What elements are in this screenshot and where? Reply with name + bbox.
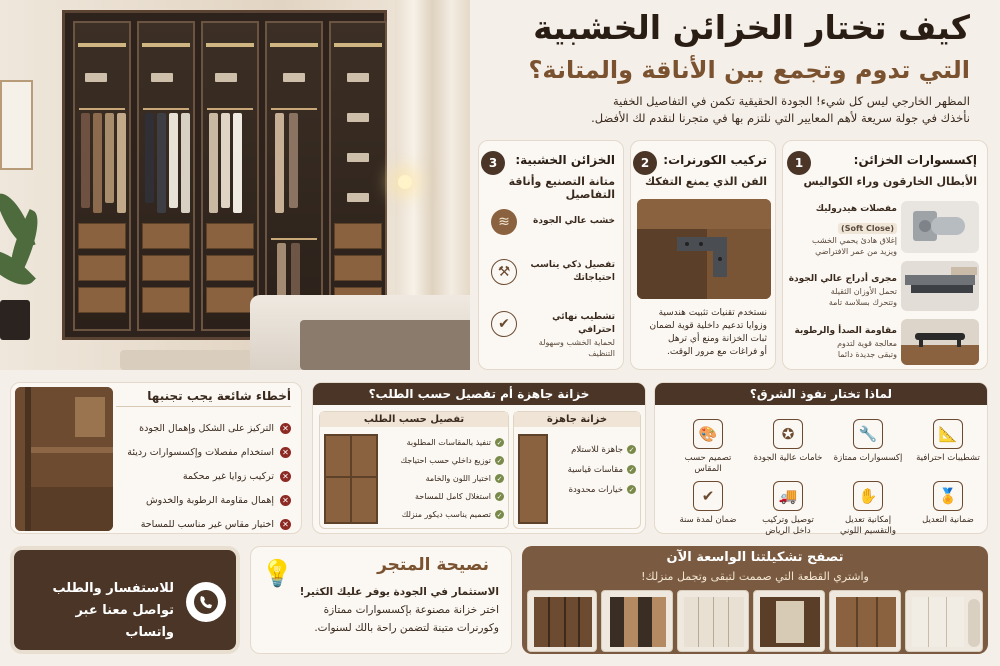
mistakes-title: أخطاء شائعة يجب تجنبها [116, 389, 291, 407]
ready-title: خزانة جاهزة [514, 412, 640, 427]
ready-item: ✓جاهزة للاستلام [571, 445, 635, 455]
check-icon: ✓ [496, 474, 503, 483]
card-subtitle: متانة التصنيع وأناقة التفاصيل [508, 175, 615, 201]
custom-column [319, 411, 509, 529]
step-badge: 2 [633, 151, 657, 175]
accessory-desc: معالجة قوية لتدوم [837, 339, 897, 348]
card-subtitle: الفن الذي يمنع التفكك [645, 175, 767, 188]
wall-art [0, 80, 33, 170]
browse-title: تصفح تشكيلتنا الواسعة الآن [666, 550, 844, 565]
corner-desc: ثبات الخزانة ومنع أي ترهل [668, 334, 767, 344]
wood-feature: احتياجاتك [573, 273, 615, 283]
mistakes-panel [10, 382, 302, 534]
ready-wardrobe-photo [518, 434, 548, 524]
card-wood [478, 140, 624, 370]
intro-text [470, 93, 970, 127]
check-icon: ✓ [496, 438, 503, 447]
check-icon: ✓ [496, 510, 503, 519]
tip-line: الاستثمار في الجودة يوفر عليك الكثير! [299, 586, 499, 598]
wood-feature: تفصيل ذكي يناسب [530, 260, 615, 270]
wood-feature: تشطيب نهائي احترافي [552, 312, 615, 335]
custom-item: ✓تنفيذ بالمقاسات المطلوبة [406, 438, 503, 447]
x-icon: ✕ [280, 447, 291, 458]
whatsapp-contact-button[interactable] [10, 546, 240, 654]
custom-wardrobe-photo [324, 434, 378, 524]
lightbulb-icon: 💡 [261, 559, 294, 589]
contact-line: للاستفسار والطلب [52, 581, 174, 596]
ready-column [513, 411, 641, 529]
intro-line: المظهر الخارجي ليس كل شيء! الجودة الحقيقية تكمن في التفاصيل الخفية [612, 94, 970, 108]
browse-subtitle: واشتري القطعة التي صممت لتبقى وتجمل منزلك! [641, 570, 869, 583]
shield-check-icon: ✔ [491, 311, 517, 337]
accessory-title: مفصلات هيدروليك [815, 204, 897, 214]
custom-item: ✓توزيع داخلي حسب احتياجك [400, 456, 503, 465]
mistake-item: ✕التركيز على الشكل وإهمال الجودة [111, 417, 291, 441]
tip-line: اختر خزانة مصنوعة بإكسسوارات ممتازة [323, 604, 499, 616]
ruler-icon: 📐 [933, 419, 963, 449]
accessory-title: مقاومة الصدأ والرطوبة [794, 326, 897, 336]
card-title: إكسسوارات الخزائن: [853, 153, 977, 167]
card-subtitle: الأبطال الخارقون وراء الكواليس [803, 175, 977, 188]
product-thumbnail[interactable] [601, 590, 673, 652]
tools-icon: 🔧 [853, 419, 883, 449]
product-thumbnail[interactable] [527, 590, 597, 652]
hinge-photo [901, 201, 979, 253]
accessory-desc: إغلاق هادئ يحمي الخشب [812, 236, 897, 245]
mistake-item: ✕تركيب زوايا غير محكمة [111, 465, 291, 489]
corner-desc: وزوايا تدعيم داخلية قوية لضمان [649, 321, 767, 331]
product-thumbnail[interactable] [677, 590, 749, 652]
why-title: لماذا تختار نفوذ الشرق؟ [655, 383, 987, 405]
check-icon: ✓ [628, 485, 635, 494]
compare-title: خزانة جاهزة أم تفصيل حسب الطلب؟ [313, 383, 645, 405]
accessory-desc: تحمل الأوزان الثقيلة [830, 287, 897, 296]
mistakes-list [111, 417, 291, 537]
lamp [398, 175, 412, 189]
x-icon: ✕ [280, 423, 291, 434]
plant [0, 300, 30, 340]
tip-line: وكورنرات متينة لتضمن راحة بالك لسنوات. [314, 622, 499, 634]
product-thumbnail[interactable] [753, 590, 825, 652]
why-item: ✋ إمكانية تعديل والتقسيم اللوني [833, 481, 903, 537]
step-badge: 3 [481, 151, 505, 175]
mistake-item: ✕استخدام مفصلات وإكسسوارات رديئة [111, 441, 291, 465]
palette-icon: 🎨 [693, 419, 723, 449]
wardrobe-corner-photo [15, 387, 113, 531]
x-icon: ✕ [280, 519, 291, 530]
corner-desc: نستخدم تقنيات تثبيت هندسية [658, 308, 767, 318]
accessory-desc: وتتحرك بسلاسة تامة [828, 298, 897, 307]
page-title: كيف تختار الخزائن الخشبية [533, 8, 970, 47]
custom-item: ✓تصميم يناسب ديكور منزلك [401, 510, 503, 519]
accessory-title: مجرى أدراج عالي الجودة [788, 274, 897, 284]
soft-close-tag: (Soft Close) [838, 223, 897, 234]
check-icon: ✓ [628, 465, 635, 474]
wood-feature: خشب عالي الجودة [533, 216, 615, 226]
compare-panel [312, 382, 646, 534]
card-title: الخزائن الخشبية: [515, 153, 615, 167]
handle-photo [901, 319, 979, 365]
why-item: 🏅 ضمانية التعديل [913, 481, 983, 526]
why-item: 🚚 توصيل وتركيب داخل الرياض [753, 481, 823, 537]
wardrobe-illustration [62, 10, 387, 340]
why-item: ✪ خامات عالية الجودة [753, 419, 823, 464]
card-title: تركيب الكورنرات: [663, 153, 767, 167]
x-icon: ✕ [280, 495, 291, 506]
x-icon: ✕ [280, 471, 291, 482]
tools-icon: ⚒ [491, 259, 517, 285]
check-icon: ✓ [496, 456, 503, 465]
ready-item: ✓خيارات محدودة [568, 485, 635, 495]
tip-panel [250, 546, 512, 654]
hand-icon: ✋ [853, 481, 883, 511]
tip-title: نصيحة المتجر [377, 555, 489, 575]
why-item: 🎨 تصميم حسب المقاس [673, 419, 743, 475]
intro-line: نأخذك في جولة سريعة لأهم المعايير التي نلتزم بها في متجرنا لنقدم لك الأفضل. [591, 111, 970, 125]
step-badge: 1 [787, 151, 811, 175]
wood-grain-icon: ≋ [491, 209, 517, 235]
why-item: 📐 تشطيبات احترافية [913, 419, 983, 464]
custom-item: ✓اختيار اللون والخامة [425, 474, 503, 483]
page-subtitle: التي تدوم وتجمع بين الأناقة والمتانة؟ [528, 56, 970, 84]
product-thumbnail[interactable] [905, 590, 983, 652]
hero-image [0, 0, 470, 370]
corner-bracket-photo [637, 199, 771, 299]
why-item: ✔ ضمان لمدة سنة [673, 481, 743, 526]
custom-item: ✓استغلال كامل للمساحة [415, 492, 503, 501]
card-accessories [782, 140, 988, 370]
check-icon: ✓ [628, 445, 635, 454]
mistake-item: ✕إهمال مقاومة الرطوبة والخدوش [111, 489, 291, 513]
mistake-item: ✕اختيار مقاس غير مناسب للمساحة [111, 513, 291, 537]
whatsapp-icon[interactable] [186, 582, 226, 622]
truck-icon: 🚚 [773, 481, 803, 511]
drawer-slide-photo [901, 261, 979, 311]
why-panel [654, 382, 988, 534]
wood-feature-desc: لحماية الخشب وسهولة التنظيف [538, 338, 615, 358]
badge-icon: ✪ [773, 419, 803, 449]
shield-icon: ✔ [693, 481, 723, 511]
check-icon: ✓ [496, 492, 503, 501]
medal-icon: 🏅 [933, 481, 963, 511]
contact-line: تواصل معنا عبر واتساب [75, 603, 174, 640]
accessory-desc: وتبقى جديدة دائما [837, 350, 897, 359]
product-thumbnail[interactable] [829, 590, 901, 652]
why-item: 🔧 إكسسوارات ممتازة [833, 419, 903, 464]
card-corners [630, 140, 776, 370]
ready-item: ✓مقاسات قياسية [567, 465, 635, 475]
corner-desc: أو فراغات مع مرور الوقت. [667, 347, 767, 357]
custom-title: تفصيل حسب الطلب [320, 412, 508, 427]
accessory-desc: ويزيد من عمر الافتراضي [815, 247, 897, 256]
